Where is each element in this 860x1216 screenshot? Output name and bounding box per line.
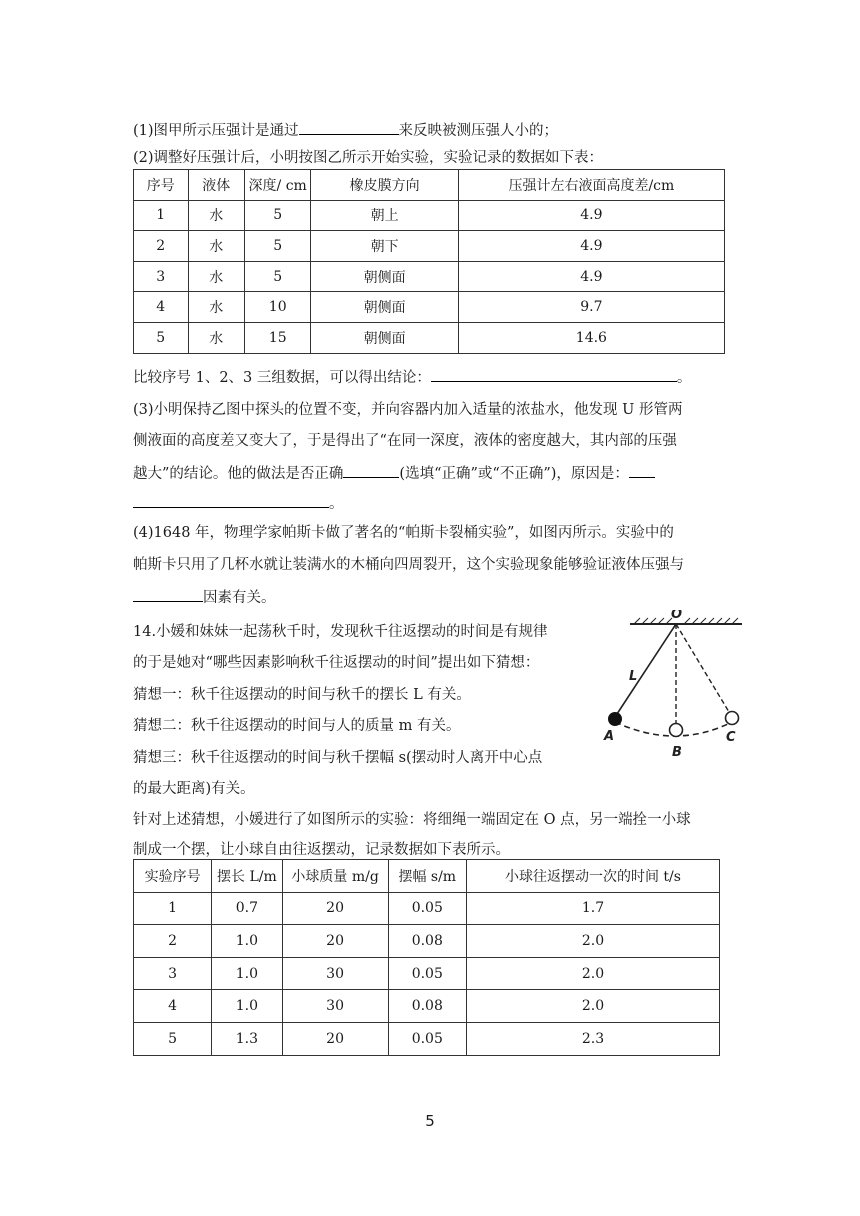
q13-part3-line1: (3)小明保持乙图中探头的位置不变，并向容器内加入适量的浓盐水，他发现 U 形管两	[133, 402, 683, 418]
table-cell: 4.9	[458, 231, 724, 262]
q13-header-cell: 压强计左右液面高度差/cm	[458, 170, 724, 201]
q14-guess3a: 猜想三：秋千往返摆动的时间与秋千摆幅 s(摆动时人离开中心点	[133, 750, 543, 766]
q13-part3-line4	[133, 493, 344, 514]
q13-part1-text-b: 来反映被测压强人小的；	[398, 123, 559, 139]
q14-guess2: 猜想二：秋千往返摆动的时间与人的质量 m 有关。	[133, 718, 461, 734]
q13-compare	[133, 367, 691, 388]
table-row	[134, 957, 720, 990]
q14-header-row	[134, 860, 720, 893]
q14-exp-line1: 针对上述猜想，小媛进行了如图所示的实验：将细绳一端固定在 O 点，另一端拴一小球	[133, 812, 691, 828]
table-row	[134, 1022, 720, 1055]
q13-part1-text-a: (1)图甲所示压强计是通过	[133, 123, 299, 139]
q13-part3-line3	[133, 463, 655, 484]
table-cell: 2.0	[466, 925, 719, 958]
table-cell: 14.6	[458, 322, 724, 353]
table-cell: 30	[282, 957, 388, 990]
table-cell: 水	[188, 231, 244, 262]
table-cell: 水	[188, 292, 244, 323]
table-row	[134, 200, 725, 231]
pendulum-data-table	[133, 859, 720, 1056]
table-cell: 2	[134, 925, 212, 958]
table-cell: 2	[134, 231, 189, 262]
table-row	[134, 892, 720, 925]
q13-header-row	[134, 170, 725, 201]
q14-header-cell: 实验序号	[134, 860, 212, 893]
table-cell: 1.0	[212, 990, 282, 1023]
q13-part4-line3	[133, 587, 276, 608]
table-cell: 2.0	[466, 957, 719, 990]
table-cell: 3	[134, 957, 212, 990]
table-cell: 0.05	[388, 1022, 466, 1055]
q13-compare-end: 。	[676, 370, 692, 386]
table-cell: 4.9	[458, 261, 724, 292]
table-cell: 4.9	[458, 200, 724, 231]
q13-part3-end: 。	[329, 496, 344, 512]
q14-line2: 的于是她对“哪些因素影响秋千往返摆动的时间”提出如下猜想：	[133, 655, 540, 671]
table-cell: 1	[134, 200, 189, 231]
q14-guess1: 猜想一：秋千往返摆动的时间与秋千的摆长 L 有关。	[133, 687, 471, 703]
table-cell: 水	[188, 200, 244, 231]
q13-header-cell: 橡皮膜方向	[311, 170, 458, 201]
table-cell: 20	[282, 1022, 388, 1055]
label-A: A	[604, 729, 615, 744]
table-cell: 1.0	[212, 925, 282, 958]
label-B: B	[672, 745, 682, 760]
table-row	[134, 322, 725, 353]
q13-part2: (2)调整好压强计后，小明按图乙所示开始实验，实验记录的数据如下表：	[133, 150, 604, 166]
table-cell: 0.05	[388, 957, 466, 990]
q13-header-cell: 序号	[134, 170, 189, 201]
q14-guess3b: 的最大距离)有关。	[133, 781, 255, 797]
q14-header-cell: 摆幅 s/m	[388, 860, 466, 893]
pendulum-figure	[600, 610, 750, 770]
table-cell: 0.05	[388, 892, 466, 925]
q13-part3-text-b: (选填“正确”或“不正确”)，原因是：	[399, 466, 629, 482]
string-to-C	[676, 624, 732, 717]
table-row	[134, 292, 725, 323]
pressure-data-table	[133, 169, 725, 354]
table-cell: 30	[282, 990, 388, 1023]
table-cell: 5	[134, 322, 189, 353]
table-cell: 朝上	[311, 200, 458, 231]
table-cell: 20	[282, 892, 388, 925]
answer-blank-4[interactable]	[133, 493, 329, 508]
q13-part1	[133, 120, 558, 141]
q13-part3-line2: 侧液面的高度差又变大了，于是得出了“在同一深度，液体的密度越大，其内部的压强	[133, 433, 677, 449]
q14-exp-line2: 制成一个摆，让小球自由往返摆动，记录数据如下表所示。	[133, 842, 510, 858]
table-cell: 2.3	[466, 1022, 719, 1055]
table-row	[134, 231, 725, 262]
ball-B	[670, 724, 683, 737]
table-cell: 朝侧面	[311, 292, 458, 323]
table-cell: 朝侧面	[311, 261, 458, 292]
q14-header-cell: 摆长 L/m	[212, 860, 282, 893]
q13-part4-line1: (4)1648 年，物理学家帕斯卡做了著名的“帕斯卡裂桶实验”，如图丙所示。实验中的	[133, 525, 674, 541]
table-cell: 0.08	[388, 925, 466, 958]
table-cell: 朝侧面	[311, 322, 458, 353]
table-cell: 1	[134, 892, 212, 925]
table-cell: 1.3	[212, 1022, 282, 1055]
table-cell: 10	[244, 292, 310, 323]
table-cell: 0.7	[212, 892, 282, 925]
answer-blank-2[interactable]	[431, 367, 677, 382]
table-cell: 水	[188, 322, 244, 353]
q13-part4-line2: 帕斯卡只用了几杯水就让装满水的木桶向四周裂开，这个实验现象能够验证液体压强与	[133, 557, 684, 573]
answer-blank-3[interactable]	[343, 463, 399, 478]
label-L: L	[629, 669, 638, 684]
q13-part4-end: 因素有关。	[203, 590, 276, 606]
table-cell: 水	[188, 261, 244, 292]
answer-blank-4a[interactable]	[629, 463, 655, 478]
q14-line1: 14.小媛和妹妹一起荡秋千时，发现秋千往返摆动的时间是有规律	[133, 624, 548, 640]
label-O: O	[671, 610, 683, 622]
page-number: 5	[425, 1112, 435, 1130]
table-cell: 0.08	[388, 990, 466, 1023]
table-cell: 5	[244, 231, 310, 262]
table-cell: 朝下	[311, 231, 458, 262]
q13-compare-text: 比较序号 1、2、3 三组数据，可以得出结论：	[133, 370, 431, 386]
table-cell: 1.7	[466, 892, 719, 925]
q14-header-cell: 小球往返摆动一次的时间 t/s	[466, 860, 719, 893]
ball-C	[726, 712, 739, 725]
table-cell: 3	[134, 261, 189, 292]
table-cell: 4	[134, 292, 189, 323]
table-cell: 5	[244, 200, 310, 231]
table-cell: 4	[134, 990, 212, 1023]
answer-blank-1[interactable]	[299, 120, 399, 135]
table-cell: 15	[244, 322, 310, 353]
q13-header-cell: 液体	[188, 170, 244, 201]
label-C: C	[726, 730, 736, 745]
table-row	[134, 261, 725, 292]
table-cell: 1.0	[212, 957, 282, 990]
answer-blank-5[interactable]	[133, 587, 203, 602]
table-cell: 20	[282, 925, 388, 958]
table-row	[134, 990, 720, 1023]
q13-part3-text-a: 越大”的结论。他的做法是否正确	[133, 466, 344, 482]
table-cell: 9.7	[458, 292, 724, 323]
ball-A	[608, 712, 622, 726]
table-cell: 2.0	[466, 990, 719, 1023]
q13-header-cell: 深度/ cm	[244, 170, 310, 201]
table-row	[134, 925, 720, 958]
table-cell: 5	[134, 1022, 212, 1055]
string-to-A	[615, 624, 676, 717]
table-cell: 5	[244, 261, 310, 292]
q14-header-cell: 小球质量 m/g	[282, 860, 388, 893]
